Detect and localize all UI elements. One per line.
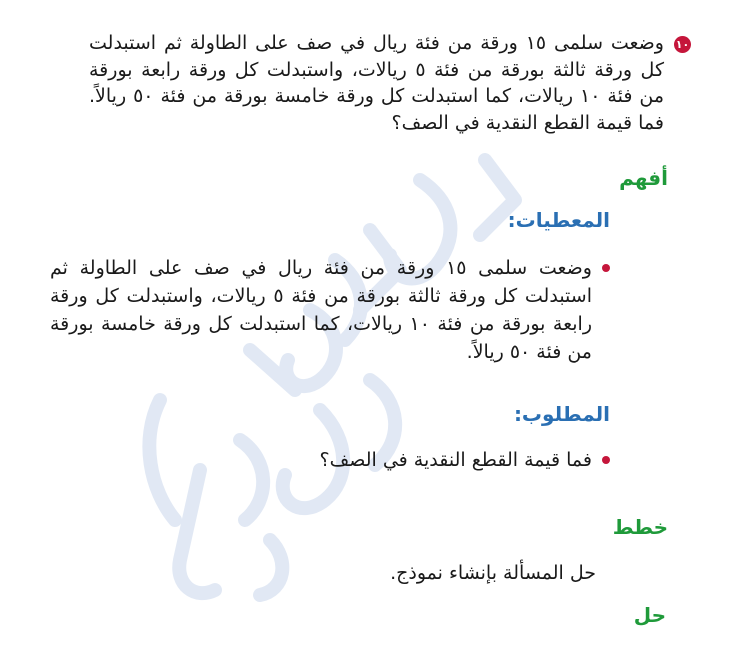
handwritten-watermark	[120, 140, 540, 610]
given-item	[50, 254, 610, 366]
required-heading: المطلوب:	[513, 402, 610, 426]
bullet-dot-icon	[602, 264, 610, 272]
given-text: وضعت سلمى ١٥ ورقة من فئة ريال في صف على الطاولة ثم استبدلت كل ورقة ثالثة بورقة من فئة ٥ ريالات، واستبدلت كل ورقة رابعة بورقة من فئة ١٠ ريالات، كما استبدلت كل ورقة خامسة بورقة من فئة ٥٠ ريالاً.	[50, 257, 592, 363]
plan-heading: خطط	[612, 515, 668, 539]
question-text: وضعت سلمى ١٥ ورقة من فئة ريال في صف على الطاولة ثم استبدلت كل ورقة ثالثة بورقة من فئة ٥ ريالات، واستبدلت كل ورقة رابعة بورقة من فئة ١٠ ريالات، كما استبدلت كل ورقة خامسة بورقة من فئة ٥٠ ريالاً. فما قيمة القطع النقدية في الصف؟	[89, 32, 664, 134]
question-block	[89, 30, 690, 136]
understand-heading: أفهم	[619, 166, 668, 190]
bullet-dot-icon	[602, 456, 610, 464]
given-heading: المعطيات:	[507, 208, 610, 232]
plan-text: حل المسألة بإنشاء نموذج.	[390, 562, 596, 584]
solve-heading: حل	[633, 603, 666, 627]
required-item	[50, 446, 610, 474]
required-text: فما قيمة القطع النقدية في الصف؟	[319, 449, 592, 471]
question-number-badge: ١٠	[675, 38, 690, 51]
